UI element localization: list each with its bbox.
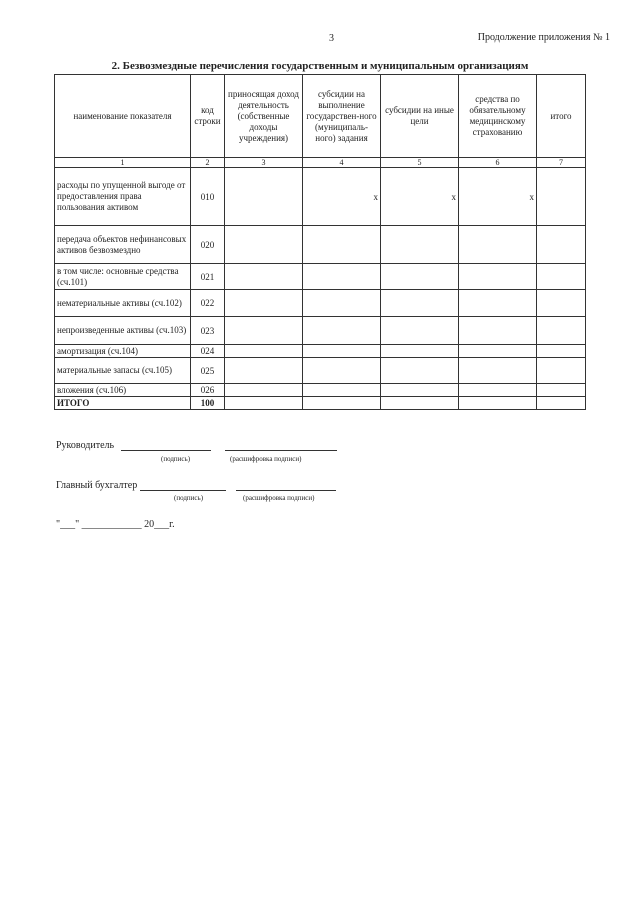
row-cell	[381, 358, 459, 384]
row-name: в том числе: основные средства (сч.101)	[55, 264, 191, 290]
row-cell: x	[303, 168, 381, 226]
row-cell	[225, 358, 303, 384]
row-cell	[459, 317, 537, 345]
row-cell	[225, 264, 303, 290]
row-cell	[225, 290, 303, 317]
row-cell: x	[459, 168, 537, 226]
head-decode-line[interactable]	[225, 440, 337, 451]
row-cell	[381, 264, 459, 290]
table-row	[55, 317, 586, 345]
row-cell	[459, 397, 537, 410]
row-code: 021	[191, 264, 225, 290]
header-medical-insurance: средства по обязательному медицинскому страхованию	[459, 75, 537, 158]
column-number: 4	[303, 158, 381, 168]
table-row	[55, 168, 586, 226]
row-code: 020	[191, 226, 225, 264]
table-row	[55, 384, 586, 397]
header-line-code: код строки	[191, 75, 225, 158]
column-number: 2	[191, 158, 225, 168]
row-name: передача объектов нефинансовых активов безвозмездно	[55, 226, 191, 264]
date-line[interactable]: "___" ____________ 20___г.	[56, 519, 175, 530]
accountant-signature-block	[56, 480, 336, 491]
column-number: 5	[381, 158, 459, 168]
header-income-activity: приносящая доход деятельность (собственные доходы учреждения)	[225, 75, 303, 158]
row-name: амортизация (сч.104)	[55, 345, 191, 358]
row-cell	[537, 290, 586, 317]
column-number-row	[55, 158, 586, 168]
row-code: 023	[191, 317, 225, 345]
row-cell	[225, 384, 303, 397]
row-cell	[459, 384, 537, 397]
row-cell	[225, 345, 303, 358]
row-cell: x	[381, 168, 459, 226]
row-cell	[225, 226, 303, 264]
table-row-total	[55, 397, 586, 410]
accountant-decode-caption: (расшифровка подписи)	[243, 494, 315, 502]
continuation-note: Продолжение приложения № 1	[477, 32, 610, 43]
accountant-decode-line[interactable]	[236, 480, 336, 491]
row-name: расходы по упущенной выгоде от предоставления права пользования активом	[55, 168, 191, 226]
row-name: материальные запасы (сч.105)	[55, 358, 191, 384]
row-name: ИТОГО	[55, 397, 191, 410]
header-state-task-subsidies: субсидии на выполнение государствен-ного (муниципаль-ного) задания	[303, 75, 381, 158]
row-cell	[303, 397, 381, 410]
row-code: 022	[191, 290, 225, 317]
row-cell	[381, 290, 459, 317]
row-cell	[381, 384, 459, 397]
row-code: 025	[191, 358, 225, 384]
head-signature-block	[56, 440, 337, 451]
column-number: 7	[537, 158, 586, 168]
row-cell	[303, 317, 381, 345]
table-row	[55, 290, 586, 317]
row-cell	[381, 397, 459, 410]
row-cell	[537, 264, 586, 290]
head-signature-line[interactable]	[121, 440, 211, 451]
row-code: 024	[191, 345, 225, 358]
column-number: 3	[225, 158, 303, 168]
row-cell	[537, 397, 586, 410]
row-cell	[537, 317, 586, 345]
head-decode-caption: (расшифровка подписи)	[230, 455, 302, 463]
column-number: 1	[55, 158, 191, 168]
row-cell	[303, 384, 381, 397]
row-cell	[459, 358, 537, 384]
row-cell	[225, 168, 303, 226]
table-row	[55, 358, 586, 384]
row-cell	[459, 290, 537, 317]
row-cell	[381, 317, 459, 345]
row-cell	[537, 358, 586, 384]
header-indicator-name: наименование показателя	[55, 75, 191, 158]
page-number: 3	[329, 33, 334, 44]
row-code: 010	[191, 168, 225, 226]
section-title: 2. Безвозмездные перечисления государственным и муниципальным организациям	[111, 60, 529, 72]
row-cell	[537, 345, 586, 358]
row-cell	[381, 226, 459, 264]
row-cell	[459, 345, 537, 358]
row-cell	[303, 226, 381, 264]
row-cell	[459, 264, 537, 290]
row-code: 026	[191, 384, 225, 397]
header-total: итого	[537, 75, 586, 158]
row-name: непроизведенные активы (сч.103)	[55, 317, 191, 345]
row-cell	[459, 226, 537, 264]
transfers-table	[54, 74, 586, 410]
header-row	[55, 75, 586, 158]
row-cell	[537, 168, 586, 226]
row-cell	[303, 358, 381, 384]
row-cell	[225, 317, 303, 345]
accountant-label: Главный бухгалтер	[56, 480, 138, 491]
row-cell	[303, 290, 381, 317]
row-cell	[303, 345, 381, 358]
accountant-signature-line[interactable]	[140, 480, 226, 491]
column-number: 6	[459, 158, 537, 168]
head-signature-caption: (подпись)	[161, 455, 191, 463]
table-row	[55, 345, 586, 358]
table-row	[55, 264, 586, 290]
header-other-subsidies: субсидии на иные цели	[381, 75, 459, 158]
row-name: нематериальные активы (сч.102)	[55, 290, 191, 317]
row-code: 100	[191, 397, 225, 410]
row-cell	[303, 264, 381, 290]
head-label: Руководитель	[56, 440, 115, 451]
row-cell	[381, 345, 459, 358]
table-row	[55, 226, 586, 264]
row-cell	[537, 226, 586, 264]
row-cell	[225, 397, 303, 410]
accountant-signature-caption: (подпись)	[174, 494, 204, 502]
row-cell	[537, 384, 586, 397]
row-name: вложения (сч.106)	[55, 384, 191, 397]
